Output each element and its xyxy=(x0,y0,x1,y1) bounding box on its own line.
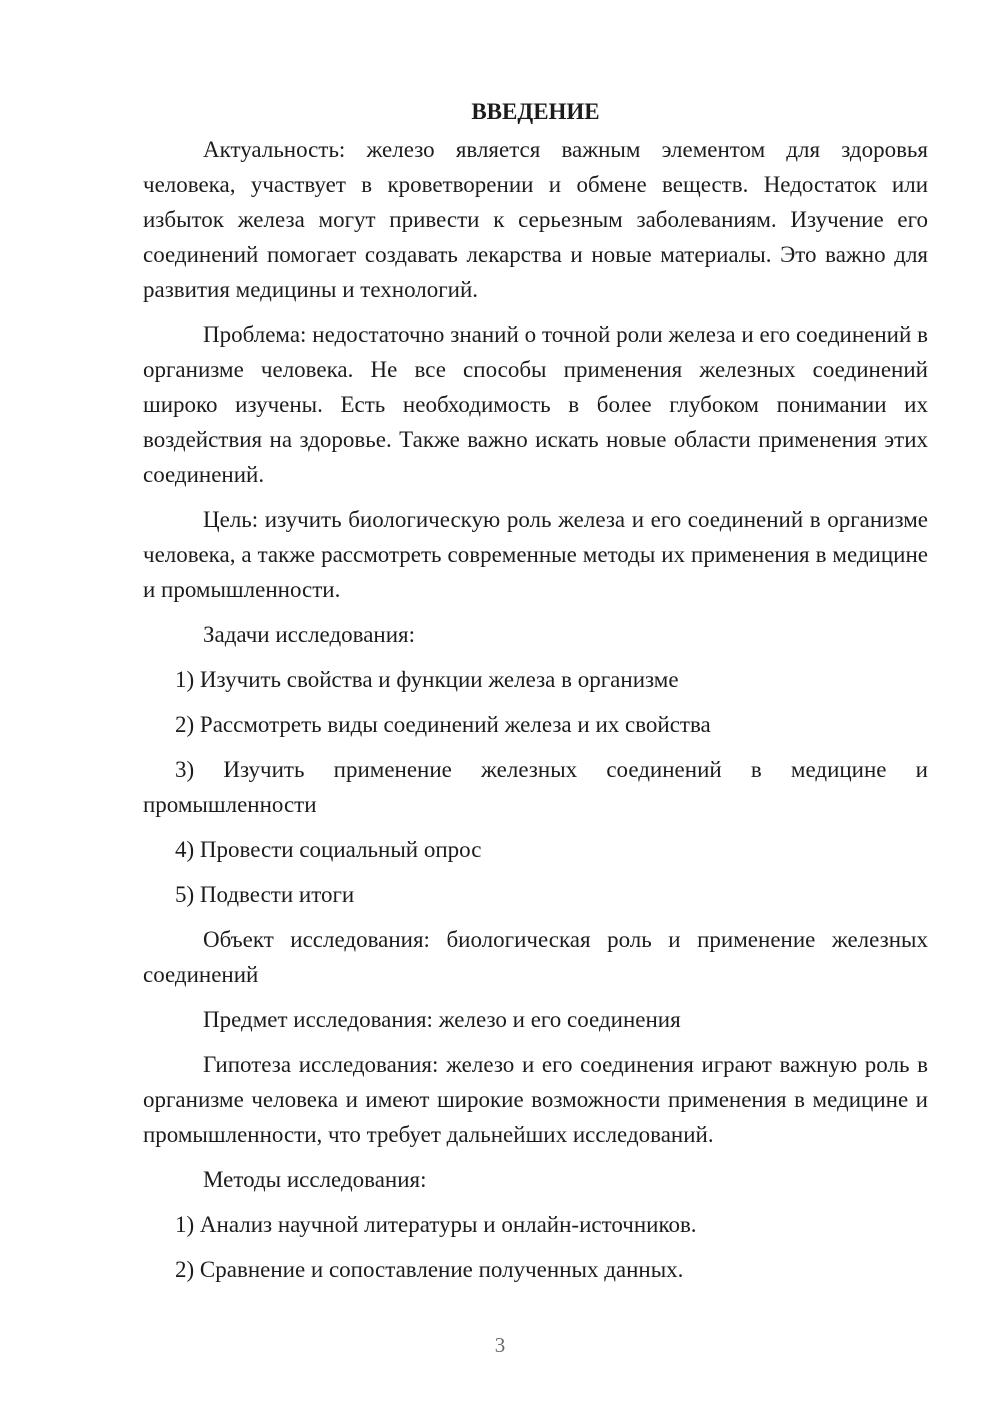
task-item: 2) Рассмотреть виды соединений железа и их свойства xyxy=(175,712,711,737)
method-item: 2) Сравнение и сопоставление полученных данных. xyxy=(175,1257,684,1282)
task-item: 4) Провести социальный опрос xyxy=(175,837,482,862)
hypothesis-paragraph: Гипотеза исследования: железо и его соединения играют важную роль в организме человека и имеют широкие возможности применения в медицине и промышленности, что требует дальнейших исследований. xyxy=(143,1052,928,1147)
task-item: 3) Изучить применение железных соединений в медицине и промышленности xyxy=(143,757,928,817)
goal-paragraph: Цель: изучить биологическую роль железа и его соединений в организме человека, а также рассмотреть современные методы их применения в медицине и промышленности. xyxy=(143,507,928,602)
page-number: 3 xyxy=(494,1333,506,1357)
task-item: 5) Подвести итоги xyxy=(175,882,355,907)
methods-heading: Методы исследования: xyxy=(203,1167,427,1192)
object-paragraph: Объект исследования: биологическая роль и применение железных соединений xyxy=(143,927,928,987)
section-title: ВВЕДЕНИЕ xyxy=(471,99,600,124)
subject-paragraph: Предмет исследования: железо и его соединения xyxy=(203,1007,681,1032)
task-item: 1) Изучить свойства и функции железа в организме xyxy=(175,667,679,692)
tasks-heading: Задачи исследования: xyxy=(203,622,416,647)
method-item: 1) Анализ научной литературы и онлайн-источников. xyxy=(175,1212,697,1237)
problem-paragraph: Проблема: недостаточно знаний о точной роли железа и его соединений в организме человека. Не все способы применения железных соединений широко изучены. Есть необходимость в более глубоком понимании их воздействия на здоровье. Также важно искать новые области применения этих соединений. xyxy=(143,322,928,487)
document-page xyxy=(143,96,928,1297)
relevance-paragraph: Актуальность: железо является важным элементом для здоровья человека, участвует в кроветворении и обмене веществ. Недостаток или избыток железа могут привести к серьезным заболеваниям. Изучение его соединений помогает создавать лекарства и новые материалы. Это важно для развития медицины и технологий. xyxy=(143,137,928,302)
